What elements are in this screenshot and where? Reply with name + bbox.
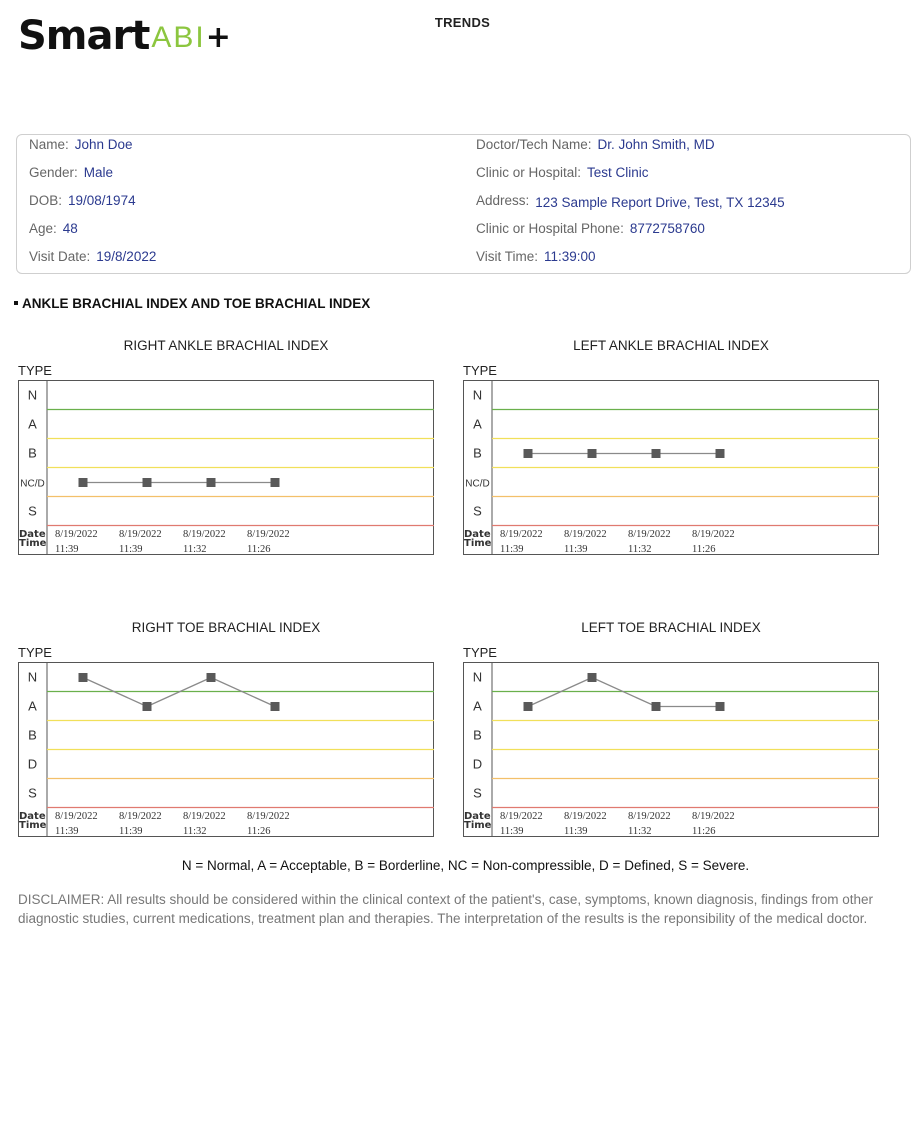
x-tick-time: 11:26 [692,544,716,555]
chart-legend: N = Normal, A = Acceptable, B = Borderline, NC = Non-compressible, D = Defined, S = Severe. [181,858,750,873]
category-label-d: D [472,756,483,772]
data-point [716,449,725,458]
data-point [143,702,152,711]
x-tick-date: 8/19/2022 [564,529,607,540]
x-tick-date: 8/19/2022 [119,529,162,540]
left-ankle-brachial-index-title: LEFT ANKLE BRACHIAL INDEX [573,338,769,353]
data-point [143,478,152,487]
visit-time-label: Visit Time: [476,249,539,264]
patient-dob-label: DOB: [29,193,63,208]
category-label-a: A [473,698,482,714]
category-label-nc-d: NC/D [465,478,490,490]
x-tick-date: 8/19/2022 [500,811,543,822]
data-point [207,478,216,487]
x-tick-date: 8/19/2022 [183,529,226,540]
clinic-label: Clinic or Hospital: [476,165,582,180]
disclaimer-text: DISCLAIMER: All results should be considered within the clinical context of the patient's, case, symptoms, known diagnosis, findings from other diagnostic studies, current medications, treatment plan and therapies. The interpretation of the results is the reponsibility of the medical doctor. [18,892,873,926]
date-time-label-time: Time [19,538,47,549]
data-point [524,449,533,458]
data-point [271,478,280,487]
data-point [79,478,88,487]
patient-age-value: 48 [62,221,78,236]
category-label-n: N [27,669,38,685]
data-point [652,702,661,711]
category-label-d: D [27,756,38,772]
category-label-nc-d: NC/D [20,478,45,490]
x-tick-date: 8/19/2022 [628,811,671,822]
x-tick-time: 11:32 [628,826,652,837]
x-tick-date: 8/19/2022 [55,529,98,540]
x-tick-date: 8/19/2022 [183,811,226,822]
x-tick-date: 8/19/2022 [692,529,735,540]
category-label-s: S [28,785,37,801]
date-time-label-date: Date [19,811,46,822]
category-label-s: S [473,785,482,801]
category-label-b: B [28,727,37,743]
x-tick-time: 11:39 [119,826,143,837]
doctor-row [476,137,715,152]
category-label-s: S [473,503,482,519]
x-tick-time: 11:26 [247,826,271,837]
x-tick-date: 8/19/2022 [247,529,290,540]
x-tick-time: 11:39 [564,544,588,555]
x-tick-date: 8/19/2022 [628,529,671,540]
left-toe-brachial-index-title: LEFT TOE BRACHIAL INDEX [581,620,761,635]
x-tick-date: 8/19/2022 [500,529,543,540]
data-point [79,673,88,682]
x-tick-date: 8/19/2022 [55,811,98,822]
patient-info-box [16,134,911,274]
x-tick-date: 8/19/2022 [247,811,290,822]
x-tick-time: 11:39 [500,826,524,837]
patient-gender-row [29,165,113,180]
left-ankle-brachial-index-type-label: TYPE [463,363,497,378]
date-time-label-time: Time [464,538,492,549]
patient-age-row [29,221,78,236]
section-title-text: ANKLE BRACHIAL INDEX AND TOE BRACHIAL INDEX [22,296,371,311]
right-toe-brachial-index-title: RIGHT TOE BRACHIAL INDEX [131,620,321,635]
clinic-row [476,165,649,180]
x-tick-date: 8/19/2022 [692,811,735,822]
visit-time-value: 11:39:00 [544,249,596,264]
category-label-a: A [473,416,482,432]
clinic-value: Test Clinic [587,165,649,180]
phone-label: Clinic or Hospital Phone: [476,221,624,236]
category-label-a: A [28,416,37,432]
logo-smart-text: Smart [18,13,150,59]
logo-plus-text: + [205,20,231,55]
date-time-label-time: Time [464,820,492,831]
logo-abi-text: ABI [151,21,206,54]
data-point [652,449,661,458]
category-label-n: N [472,669,483,685]
left-ankle-brachial-index-chart [463,380,879,555]
x-tick-date: 8/19/2022 [564,811,607,822]
doctor-label: Doctor/Tech Name: [476,137,592,152]
patient-age-label: Age: [29,221,57,236]
right-ankle-brachial-index-title: RIGHT ANKLE BRACHIAL INDEX [123,338,329,353]
x-tick-time: 11:39 [500,544,524,555]
page-title: TRENDS [434,15,491,30]
right-toe-brachial-index-chart [18,662,434,837]
patient-name-label: Name: [29,137,69,152]
address-row [476,193,785,208]
data-point [716,702,725,711]
patient-name-value: John Doe [74,137,133,152]
patient-name-row [29,137,133,152]
left-toe-brachial-index-chart [463,662,879,837]
category-label-n: N [472,387,483,403]
date-time-label-date: Date [464,811,491,822]
x-tick-time: 11:26 [247,544,271,555]
category-label-b: B [28,445,37,461]
address-value: 123 Sample Report Drive, Test, TX 12345 [535,195,785,210]
date-time-label-time: Time [19,820,47,831]
x-tick-time: 11:32 [183,544,207,555]
right-ankle-brachial-index-chart [18,380,434,555]
visit-time-row [476,249,596,264]
x-tick-time: 11:39 [55,544,79,555]
visit-date-label: Visit Date: [29,249,91,264]
patient-dob-row [29,193,136,208]
right-ankle-brachial-index-type-label: TYPE [18,363,52,378]
data-point [588,673,597,682]
x-tick-time: 11:39 [564,826,588,837]
category-label-n: N [27,387,38,403]
data-point [271,702,280,711]
phone-row [476,221,705,236]
right-toe-brachial-index-type-label: TYPE [18,645,52,660]
patient-gender-label: Gender: [29,165,78,180]
phone-value: 8772758760 [629,221,705,236]
section-bullet-icon [14,301,18,305]
category-label-a: A [28,698,37,714]
left-toe-brachial-index-type-label: TYPE [463,645,497,660]
patient-dob-value: 19/08/1974 [68,193,136,208]
x-tick-time: 11:32 [183,826,207,837]
category-label-b: B [473,445,482,461]
x-tick-time: 11:39 [119,544,143,555]
x-tick-time: 11:32 [628,544,652,555]
x-tick-date: 8/19/2022 [119,811,162,822]
doctor-value: Dr. John Smith, MD [597,137,715,152]
category-label-s: S [28,503,37,519]
date-time-label-date: Date [19,529,46,540]
category-label-b: B [473,727,482,743]
address-label: Address: [476,193,530,208]
data-point [588,449,597,458]
x-tick-time: 11:39 [55,826,79,837]
x-tick-time: 11:26 [692,826,716,837]
data-point [207,673,216,682]
data-point [524,702,533,711]
visit-date-row [29,249,156,264]
visit-date-value: 19/8/2022 [96,249,157,264]
patient-gender-value: Male [83,165,114,180]
section-title [14,296,370,311]
date-time-label-date: Date [464,529,491,540]
